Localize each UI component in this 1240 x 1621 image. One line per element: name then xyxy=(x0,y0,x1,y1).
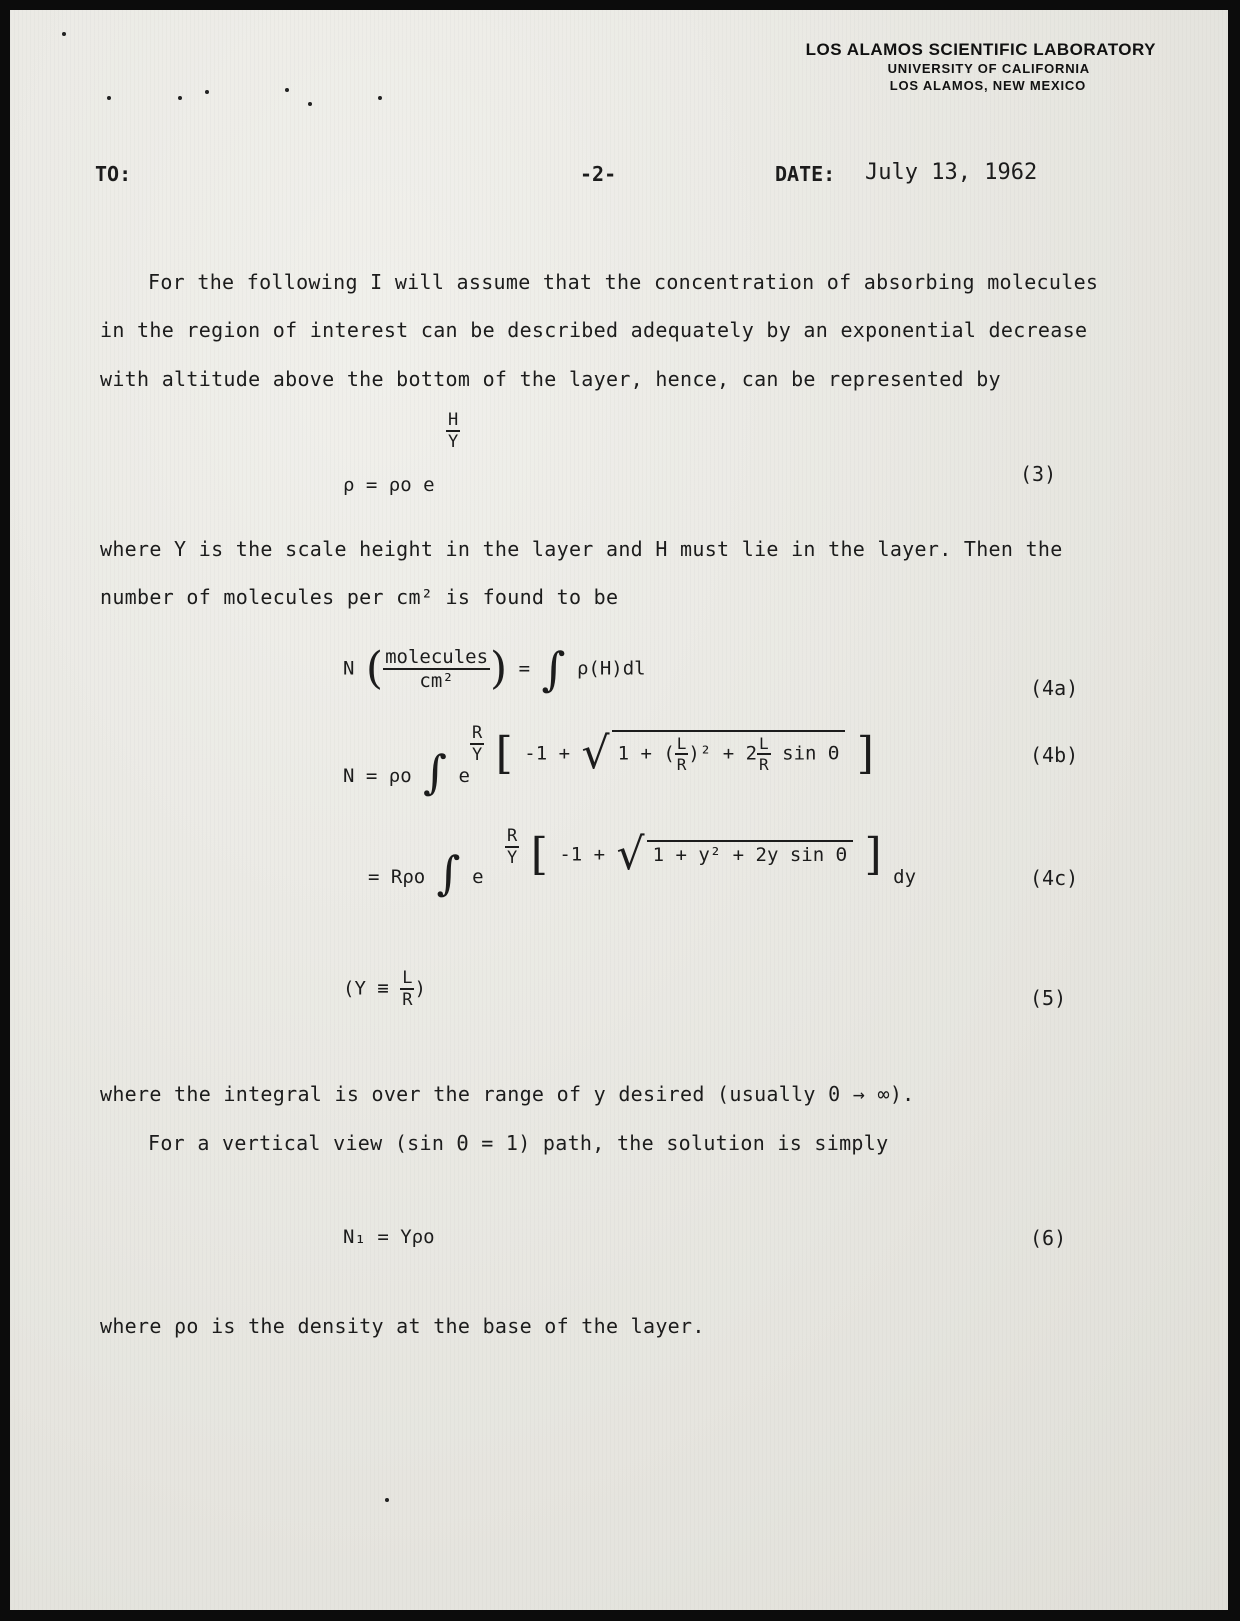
eq4c-lhs: = Rρo xyxy=(368,865,426,888)
speck xyxy=(62,32,66,36)
eq3-exp-num: H xyxy=(447,410,459,430)
eq4b-L-over-R xyxy=(675,734,689,774)
eq4b-R: R xyxy=(676,755,687,774)
eq4a-frac-num: molecules xyxy=(385,646,489,668)
equation-6: N₁ = Yρo xyxy=(343,1226,435,1248)
equation-4a xyxy=(343,642,646,696)
eq5-fraction xyxy=(400,968,414,1010)
eq4c-radicand: 1 + y² + 2y sin Θ xyxy=(647,840,853,866)
integral-sign: ∫ xyxy=(423,745,448,799)
eq4a-N: N xyxy=(343,657,355,680)
eq5-num: L xyxy=(402,968,413,988)
paragraph-line: For a vertical view (sin Θ = 1) path, the solution is simply xyxy=(148,1131,889,1155)
eq4b-exp-num: R xyxy=(471,723,483,743)
bracket-close: ] xyxy=(856,728,874,779)
paren-close: ) xyxy=(490,643,508,694)
paragraph-line: number of molecules per cm² is found to be xyxy=(100,585,619,609)
eq4b-L: L xyxy=(676,734,687,753)
eq5-den: R xyxy=(402,990,413,1010)
equation-4b xyxy=(343,723,874,799)
paragraph-line: where the integral is over the range of y desired (usually 0 → ∞). xyxy=(100,1082,915,1106)
equation-5 xyxy=(343,968,426,1010)
bracket-close: ] xyxy=(864,829,882,880)
paragraph-line: in the region of interest can be described adequately by an exponential decrease xyxy=(100,318,1088,342)
eq4c-exp-den: Y xyxy=(506,848,518,868)
equation-3 xyxy=(343,410,460,496)
speck xyxy=(205,90,209,94)
letterhead-line3: LOS ALAMOS, NEW MEXICO xyxy=(889,78,1086,93)
integral-sign: ∫ xyxy=(541,642,566,696)
date-label: DATE: xyxy=(775,162,836,186)
letterhead-line2: UNIVERSITY OF CALIFORNIA xyxy=(887,61,1090,76)
page-number: -2- xyxy=(580,162,617,186)
eq4c-exp-num: R xyxy=(506,826,518,846)
bracket-open: [ xyxy=(495,728,513,779)
paragraph-line: where Y is the scale height in the layer and H must lie in the layer. Then the xyxy=(100,537,1063,561)
eq4b-exponent xyxy=(470,723,484,765)
speck xyxy=(308,102,312,106)
eq3-exponent xyxy=(446,410,460,452)
speck xyxy=(385,1498,389,1502)
eq4b-R: R xyxy=(759,755,769,774)
eq3-exp-den: Y xyxy=(447,432,459,452)
eq4b-inner-pre: -1 + xyxy=(524,742,571,765)
eq5-number: (5) xyxy=(1030,986,1067,1010)
eq4b-radicand xyxy=(612,730,846,774)
eq5-pre: (Y ≡ xyxy=(343,977,389,1000)
eq4c-e: e xyxy=(472,865,484,888)
speck xyxy=(107,96,111,100)
equation-4c xyxy=(368,826,917,900)
letterhead-line1: LOS ALAMOS SCIENTIFIC LABORATORY xyxy=(805,40,1156,59)
eq4b-e: e xyxy=(458,764,470,787)
eq3-number: (3) xyxy=(1020,462,1057,486)
eq4b-L: L xyxy=(759,734,769,753)
eq4b-sqrt-c: sin Θ xyxy=(782,742,840,765)
eq4b-lhs: N = ρo xyxy=(343,764,412,787)
eq4b-exp-den: Y xyxy=(471,745,483,765)
document-page xyxy=(10,10,1228,1610)
speck xyxy=(285,88,289,92)
equals-sign: = xyxy=(518,657,531,680)
radical-sign: √ xyxy=(581,728,610,779)
eq4a-frac-den: cm² xyxy=(419,670,454,692)
eq4c-dy: dy xyxy=(893,865,917,888)
integral-sign: ∫ xyxy=(436,846,461,900)
radical-sign: √ xyxy=(616,829,645,880)
speck xyxy=(178,96,182,100)
eq4b-L-over-R-2 xyxy=(757,734,771,774)
eq4b-number: (4b) xyxy=(1030,743,1079,767)
bracket-open: [ xyxy=(530,829,548,880)
eq3-lhs: ρ = ρo e xyxy=(343,473,435,496)
speck xyxy=(378,96,382,100)
eq4a-rhs: ρ(H)dl xyxy=(576,657,646,680)
eq4c-inner-pre: -1 + xyxy=(559,843,606,866)
eq4c-number: (4c) xyxy=(1030,866,1079,890)
eq4b-sqrt-a: 1 + ( xyxy=(617,742,675,765)
paragraph-line: with altitude above the bottom of the layer, hence, can be represented by xyxy=(100,367,1001,391)
eq4c-exponent xyxy=(505,826,519,868)
to-label: TO: xyxy=(95,162,132,186)
eq6-number: (6) xyxy=(1030,1226,1067,1250)
eq4b-sqrt-b: )² + 2 xyxy=(688,742,758,765)
eq5-post: ) xyxy=(414,977,426,1000)
paragraph-line: For the following I will assume that the concentration of absorbing molecules xyxy=(148,270,1099,294)
paren-open: ( xyxy=(365,643,384,694)
eq4a-number: (4a) xyxy=(1030,676,1079,700)
eq4a-fraction xyxy=(383,646,490,692)
date-value: July 13, 1962 xyxy=(865,160,1038,185)
paragraph-line: where ρo is the density at the base of the layer. xyxy=(100,1314,705,1338)
